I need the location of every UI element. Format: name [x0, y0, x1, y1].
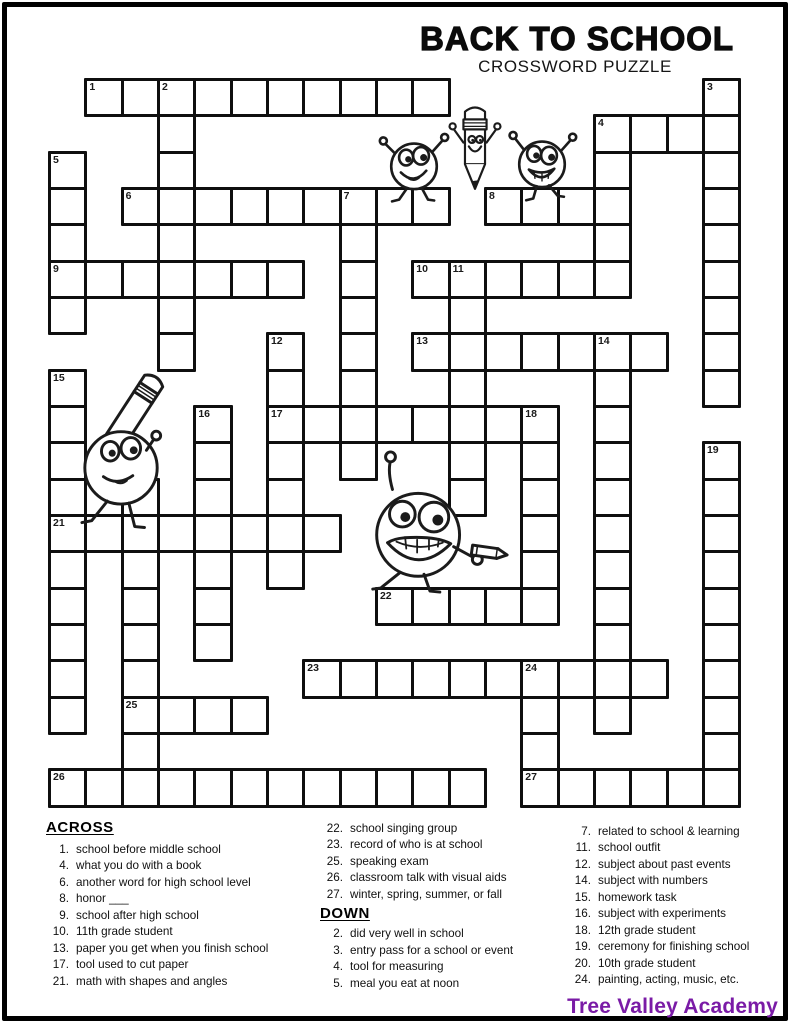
grid-cell [520, 441, 559, 480]
clue-item: 3. entry pass for a school or event [333, 943, 514, 957]
grid-cell [702, 441, 741, 480]
grid-cell [230, 514, 269, 553]
grid-cell [520, 478, 559, 517]
grid-cell [157, 187, 196, 226]
grid-cell [193, 587, 232, 626]
page-title: BACK TO SCHOOL [420, 20, 735, 57]
clue-item: 24. painting, acting, music, etc. [574, 973, 739, 987]
grid-cell [448, 260, 487, 299]
grid-cell [302, 405, 341, 444]
grid-cell [702, 187, 741, 226]
grid-cell [339, 332, 378, 371]
grid-cell [520, 332, 559, 371]
celebrating-bug-illustration [496, 110, 588, 202]
cell-number: 16 [198, 407, 210, 420]
cell-number: 10 [416, 262, 428, 275]
grid-cell [48, 659, 87, 698]
grid-cell [520, 659, 559, 698]
grid-cell [448, 369, 487, 408]
cell-number: 11 [452, 262, 464, 275]
grid-cell [48, 296, 87, 335]
cell-number: 13 [416, 335, 428, 348]
grid-cell [666, 768, 705, 807]
grid-cell [121, 587, 160, 626]
grid-cell [48, 623, 87, 662]
grid-cell [484, 659, 523, 698]
clue-item: 20. 10th grade student [574, 956, 696, 970]
grid-cell [48, 768, 87, 807]
grid-cell [411, 332, 450, 371]
grid-cell [266, 187, 305, 226]
grid-cell [375, 768, 414, 807]
clue-item: 26. classroom talk with visual aids [326, 871, 507, 885]
across-clue-list-continued [320, 821, 572, 903]
grid-cell [266, 405, 305, 444]
grid-cell [593, 405, 632, 444]
grid-cell [157, 768, 196, 807]
grid-cell [339, 223, 378, 262]
grid-cell [157, 223, 196, 262]
grid-cell [266, 332, 305, 371]
grid-cell [266, 478, 305, 517]
cell-number: 12 [270, 335, 283, 348]
grid-cell [339, 659, 378, 698]
grid-cell [702, 114, 741, 153]
grid-cell [302, 514, 341, 553]
grid-cell [702, 659, 741, 698]
grid-cell [484, 405, 523, 444]
grid-cell [629, 659, 668, 698]
grid-cell [411, 405, 450, 444]
grid-cell [121, 187, 160, 226]
cell-number: 14 [597, 335, 610, 348]
grid-cell [593, 114, 632, 153]
down-clue-list [320, 926, 572, 992]
grid-cell [484, 260, 523, 299]
grid-cell [266, 78, 305, 117]
clue-item: 22. school singing group [326, 822, 458, 835]
grid-cell [375, 659, 414, 698]
grid-cell [375, 405, 414, 444]
cell-number: 3 [706, 81, 713, 93]
grid-cell [157, 114, 196, 153]
cell-number: 1 [89, 81, 96, 93]
grid-cell [230, 696, 269, 735]
clue-item: 19. ceremony for finishing school [574, 940, 750, 954]
grid-cell [702, 768, 741, 807]
grid-cell [520, 260, 559, 299]
clue-item: 23. record of who is at school [326, 838, 483, 852]
clue-item: 11. school outfit [575, 841, 661, 855]
grid-cell [266, 514, 305, 553]
grid-cell [302, 78, 341, 117]
bug-running-illustration [344, 448, 510, 596]
bug-writing-illustration [78, 366, 210, 558]
cell-number: 7 [343, 189, 350, 202]
grid-cell [702, 296, 741, 335]
clue-item: 13. paper you get when you finish school [52, 941, 269, 955]
grid-cell [593, 187, 632, 226]
grid-cell [121, 659, 160, 698]
grid-cell [520, 550, 559, 589]
grid-cell [48, 223, 87, 262]
grid-cell [702, 587, 741, 626]
clue-item: 17. tool used to cut paper [52, 958, 189, 972]
cell-number: 15 [53, 371, 65, 384]
grid-cell [593, 369, 632, 408]
grid-cell [266, 550, 305, 589]
grid-cell [593, 223, 632, 262]
grid-cell [702, 151, 741, 190]
grid-cell [629, 114, 668, 153]
grid-cell [121, 732, 160, 771]
grid-cell [84, 260, 123, 299]
clue-item: 8. honor ___ [59, 892, 129, 906]
grid-cell [484, 332, 523, 371]
grid-cell [520, 732, 559, 771]
grid-cell [157, 296, 196, 335]
grid-cell [339, 296, 378, 335]
grid-cell [121, 696, 160, 735]
clue-item: 5. meal you eat at noon [333, 976, 460, 990]
grid-cell [411, 659, 450, 698]
grid-cell [48, 696, 87, 735]
clue-item: 4. tool for measuring [333, 960, 444, 974]
grid-cell [193, 187, 232, 226]
cell-number: 23 [307, 662, 319, 675]
clue-item: 15. homework task [574, 890, 677, 904]
grid-cell [666, 114, 705, 153]
grid-cell [266, 260, 305, 299]
grid-cell [448, 768, 487, 807]
grid-cell [48, 260, 87, 299]
grid-cell [702, 514, 741, 553]
cell-number: 18 [525, 407, 537, 420]
grid-cell [193, 623, 232, 662]
grid-cell [302, 768, 341, 807]
grid-cell [593, 514, 632, 553]
grid-cell [411, 260, 450, 299]
cell-number: 22 [379, 589, 392, 602]
grid-cell [84, 78, 123, 117]
grid-cell [48, 587, 87, 626]
grid-cell [193, 768, 232, 807]
clue-item: 25. speaking exam [326, 854, 429, 868]
grid-cell [702, 223, 741, 262]
clue-item: 10. 11th grade student [52, 925, 173, 939]
grid-cell [520, 768, 559, 807]
grid-cell [230, 78, 269, 117]
grid-cell [702, 550, 741, 589]
grid-cell [121, 768, 160, 807]
grid-cell [557, 659, 596, 698]
clues-column-right [568, 824, 786, 989]
cell-number: 25 [125, 698, 138, 711]
grid-cell [193, 260, 232, 299]
grid-cell [593, 332, 632, 371]
grid-cell [448, 332, 487, 371]
clues-column-middle [320, 821, 572, 992]
clue-item: 1. school before middle school [59, 843, 221, 856]
clue-item: 14. subject with numbers [574, 874, 708, 888]
cell-number: 26 [53, 771, 65, 784]
cell-number: 27 [525, 771, 537, 784]
across-clue-list [46, 842, 324, 990]
grid-cell [557, 260, 596, 299]
grid-cell [593, 550, 632, 589]
grid-cell [230, 768, 269, 807]
grid-cell [339, 369, 378, 408]
cell-number: 6 [125, 189, 132, 202]
grid-cell [702, 369, 741, 408]
grid-cell [593, 151, 632, 190]
grid-cell [48, 151, 87, 190]
grid-cell [339, 260, 378, 299]
grid-cell [121, 78, 160, 117]
cell-number: 17 [270, 407, 283, 420]
clue-item: 21. math with shapes and angles [52, 974, 228, 988]
celebrating-bug-illustration [368, 112, 460, 204]
down-heading: DOWN [320, 905, 370, 923]
grid-cell [157, 78, 196, 117]
grid-cell [520, 696, 559, 735]
cell-number: 2 [161, 81, 168, 93]
grid-cell [520, 405, 559, 444]
down-clue-list-continued [568, 824, 786, 989]
clue-item: 18. 12th grade student [574, 923, 696, 937]
cell-number: 19 [706, 444, 719, 457]
grid-cell [593, 478, 632, 517]
grid-cell [448, 659, 487, 698]
grid-cell [702, 623, 741, 662]
grid-cell [629, 332, 668, 371]
grid-cell [593, 696, 632, 735]
grid-cell [266, 441, 305, 480]
grid-cell [593, 623, 632, 662]
grid-cell [157, 696, 196, 735]
clue-item: 9. school after high school [59, 908, 199, 922]
grid-cell [702, 696, 741, 735]
clue-item: 6. another word for high school level [59, 875, 251, 889]
grid-cell [593, 659, 632, 698]
grid-cell [702, 332, 741, 371]
page-subtitle: CROSSWORD PUZZLE [478, 57, 672, 76]
grid-cell [593, 441, 632, 480]
grid-cell [702, 478, 741, 517]
clue-item: 4. what you do with a book [59, 859, 202, 873]
brand-logo: Tree Valley Academy [567, 995, 778, 1018]
grid-cell [629, 768, 668, 807]
grid-cell [448, 296, 487, 335]
grid-cell [339, 405, 378, 444]
grid-cell [193, 78, 232, 117]
grid-cell [302, 659, 341, 698]
grid-cell [593, 260, 632, 299]
clue-item: 7. related to school & learning [581, 825, 740, 838]
clue-item: 27. winter, spring, summer, or fall [326, 887, 502, 901]
grid-cell [557, 768, 596, 807]
grid-cell [157, 260, 196, 299]
clue-item: 16. subject with experiments [574, 907, 726, 921]
grid-cell [230, 187, 269, 226]
grid-cell [411, 768, 450, 807]
across-heading: ACROSS [46, 819, 114, 836]
grid-cell [593, 587, 632, 626]
grid-cell [593, 768, 632, 807]
grid-cell [48, 187, 87, 226]
grid-cell [121, 260, 160, 299]
grid-cell [230, 260, 269, 299]
header [420, 20, 735, 77]
clue-item: 12. subject about past events [574, 857, 731, 871]
grid-cell [702, 732, 741, 771]
cell-number: 9 [53, 262, 59, 275]
cell-number: 8 [488, 189, 495, 202]
cell-number: 5 [53, 153, 59, 166]
grid-cell [266, 768, 305, 807]
cell-number: 24 [525, 662, 537, 675]
pencil-character-illustration [448, 101, 502, 198]
grid-cell [266, 369, 305, 408]
grid-cell [84, 768, 123, 807]
grid-cell [702, 260, 741, 299]
grid-cell [520, 514, 559, 553]
grid-cell [302, 187, 341, 226]
cell-number: 4 [597, 117, 604, 130]
cell-number: 21 [53, 516, 65, 529]
grid-cell [193, 696, 232, 735]
clues-column-left [46, 819, 324, 990]
clue-item: 2. did very well in school [333, 927, 464, 941]
grid-cell [157, 151, 196, 190]
grid-cell [448, 405, 487, 444]
grid-cell [520, 587, 559, 626]
grid-cell [702, 78, 741, 117]
grid-cell [557, 332, 596, 371]
grid-cell [121, 623, 160, 662]
grid-cell [339, 768, 378, 807]
